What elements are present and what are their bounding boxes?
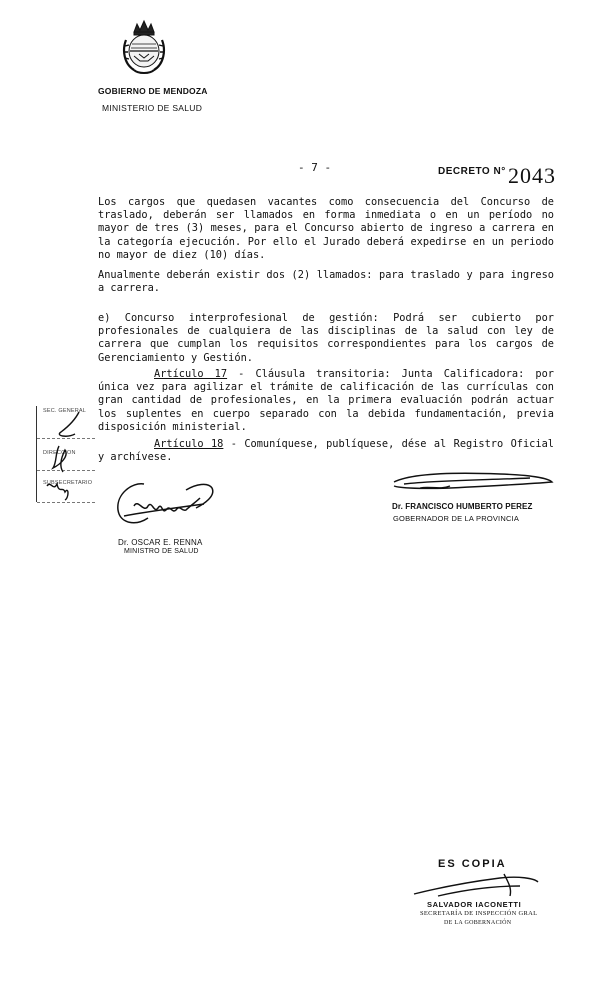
routing-stamp-label: SUBSECRETARIO xyxy=(43,480,93,486)
article-18 xyxy=(98,438,554,464)
certifier-org-line2: DE LA GOBERNACIÓN xyxy=(444,920,512,926)
copy-stamp-label: ES COPIA xyxy=(438,858,507,870)
minister-name: Dr. OSCAR E. RENNA xyxy=(118,538,203,547)
governor-name: Dr. FRANCISCO HUMBERTO PEREZ xyxy=(392,502,533,511)
article-18-label: Artículo 18 xyxy=(154,438,224,450)
minister-title: MINISTRO DE SALUD xyxy=(124,548,199,555)
paragraph-annual-calls: Anualmente deberán existir dos (2) llamados: para traslado y para ingreso a carrera. xyxy=(98,269,554,295)
article-18-text: - Comuníquese, publíquese, dése al Registro Oficial y archívese. xyxy=(98,438,554,464)
paragraph-vacancies: Los cargos que quedasen vacantes como consecuencia del Concurso de traslado, deberán ser llamados en forma inmediata o en un período no mayor de tres (3) meses, para el Concurso abierto de ingreso a carrera en la categoría ejecución. Por ello el Jurado deberá expedirse en un periodo no mayor de diez (10) días. xyxy=(98,196,554,261)
routing-stamp-label: SEC. GENERAL xyxy=(43,408,87,414)
article-17 xyxy=(98,368,554,434)
routing-stamp xyxy=(36,406,95,502)
page-number: - 7 - xyxy=(298,161,332,174)
initials-signature-icon xyxy=(39,406,95,502)
certifier-signature-icon xyxy=(408,868,548,902)
paragraph-interprofessional: e) Concurso interprofesional de gestión: Podrá ser cubierto por profesionales de cualquiera de las disciplinas de la salud con ley de carrera que cumplan los requisitos correspondientes para los cargos de Gerenciamiento y Gestión. xyxy=(98,312,554,364)
provincial-crest-icon xyxy=(120,18,168,80)
certifier-name: SALVADOR IACONETTI xyxy=(427,900,522,909)
decree-number: 2043 xyxy=(508,163,556,188)
article-17-label: Artículo 17 xyxy=(154,368,228,380)
routing-stamp-label: DIRECCION xyxy=(43,450,76,456)
governor-signature-icon xyxy=(380,462,560,502)
certifier-org-line1: SECRETARÍA DE INSPECCIÓN GRAL xyxy=(420,910,538,917)
ministry-name: MINISTERIO DE SALUD xyxy=(102,103,203,113)
minister-signature-icon xyxy=(104,468,224,538)
decree-label: DECRETO N° xyxy=(438,166,506,177)
article-17-text: - Cláusula transitoria: Junta Calificadora: por única vez para agilizar el trámite de calificación de las currículas con gran cantidad de profesionales, en la primera evaluación podrán actuar los suplentes en cuerpo separado con la debida fundamentación, previa disposición ministerial. xyxy=(98,368,554,433)
governor-title: GOBERNADOR DE LA PROVINCIA xyxy=(393,514,520,523)
government-name: GOBIERNO DE MENDOZA xyxy=(98,86,208,96)
